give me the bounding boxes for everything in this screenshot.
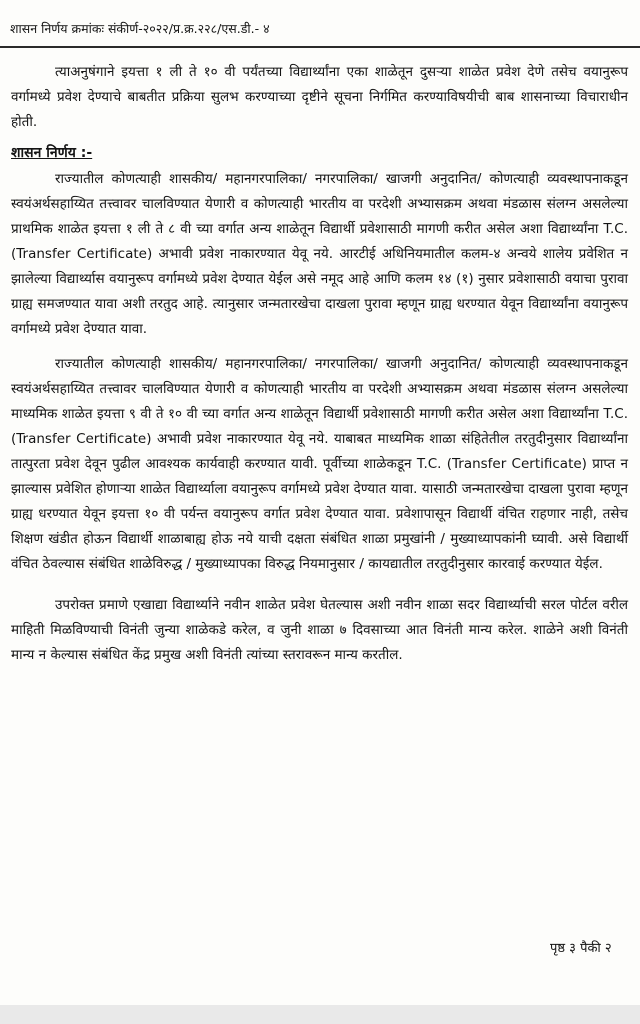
header-divider — [0, 46, 640, 48]
scan-bottom-edge — [0, 1005, 640, 1024]
intro-paragraph: त्याअनुषंगाने इयत्ता १ ली ते १० वी पर्यंतच्या विद्यार्थ्यांना एका शाळेतून दुसऱ्या शाळेत प्रवेश देणे तसेच वयानुरूप वर्गामध्ये प्रवेश देण्याचे बाबतीत प्रक्रिया सुलभ करण्याच्या दृष्टीने सूचना निर्गमित करण्याविषयीची बाब शासनाच्या विचाराधीन होती. — [11, 64, 628, 130]
section-heading: शासन निर्णय :- — [11, 145, 93, 161]
primary-school-paragraph: राज्यातील कोणत्याही शासकीय/ महानगरपालिका/ नगरपालिका/ खाजगी अनुदानित/ कोणत्याही व्यवस्थापनाकडून स्वयंअर्थसहाय्यित तत्त्वावर चालविण्यात येणारी व कोणत्याही भारतीय वा परदेशी अभ्यासक्रम अथवा मंडळास संलग्न असलेल्या प्राथमिक शाळेत इयत्ता १ ली ते ८ वी च्या वर्गात अन्य शाळेतून विद्यार्थी प्रवेशासाठी मागणी करीत असेल अशा विद्यार्थ्यांना T.C. (Transfer Certificate) अभावी प्रवेश नाकारण्यात येवू नये. आरटीई अधिनियमातील कलम-४ अन्वये शालेय प्रवेशित न झालेल्या विद्यार्थ्यास वयानुरूप वर्गामध्ये प्रवेश देण्यात येईल असे नमूद आहे आणि कलम १४ (१) नुसार प्रवेशासाठी वयाचा पुरावा ग्राह्य समजण्यात यावा अशी तरतुद आहे. त्यानुसार जन्मतारखेचा दाखला पुरावा म्हणून ग्राह्य धरण्यात येवून विद्यार्थ्यांना वयानुरूप वर्गामध्ये प्रवेश देण्यात यावा. — [11, 171, 628, 337]
page-number: पृष्ठ ३ पैकी २ — [550, 941, 612, 956]
gr-reference-header: शासन निर्णय क्रमांकः संकीर्ण-२०२२/प्र.क्र.२२८/एस.डी.- ४ — [10, 21, 270, 36]
closing-paragraph: उपरोक्त प्रमाणे एखाद्या विद्यार्थ्याने नवीन शाळेत प्रवेश घेतल्यास अशी नवीन शाळा सदर विद्यार्थ्याची सरल पोर्टल वरील माहिती मिळविण्याची विनंती जुन्या शाळेकडे करेल, व जुनी शाळा ७ दिवसाच्या आत विनंती मान्य करेल. शाळेने अशी विनंती मान्य न केल्यास संबंधित केंद्र प्रमुख अशी विनंती त्यांच्या स्तरावरून मान्य करतील. — [11, 597, 628, 663]
document-body — [11, 60, 628, 668]
secondary-school-paragraph: राज्यातील कोणत्याही शासकीय/ महानगरपालिका/ नगरपालिका/ खाजगी अनुदानित/ कोणत्याही व्यवस्थापनाकडून स्वयंअर्थसहाय्यित तत्त्वावर चालविण्यात येणारी व कोणत्याही भारतीय वा परदेशी अभ्यासक्रम अथवा मंडळास संलग्न असलेल्या माध्यमिक शाळेत इयत्ता ९ वी ते १० वी च्या वर्गात अन्य शाळेतून विद्यार्थी प्रवेशासाठी मागणी करीत असेल अशा विद्यार्थ्यांना T.C. (Transfer Certificate) अभावी प्रवेश नाकारण्यात येवू नये. याबाबत माध्यमिक शाळा संहितेतील तरतुदीनुसार विद्यार्थ्यांना तात्पुरता प्रवेश देवून पुढील आवश्यक कार्यवाही करण्यात यावी. पूर्वीच्या शाळेकडून T.C. (Transfer Certificate) प्राप्त न झाल्यास प्रवेशित होणाऱ्या शाळेत विद्यार्थ्याला वयानुरूप वर्गामध्ये प्रवेश देण्यात यावा. यासाठी जन्मतारखेचा दाखला पुरावा म्हणून ग्राह्य धरण्यात येवून इयत्ता १० वी पर्यन्त वयानुरूप वर्गात प्रवेश देण्यात यावा. प्रवेशापासून विद्यार्थी वंचित राहणार नाही, तसेच शिक्षण खंडीत होऊन विद्यार्थी शाळाबाह्य होऊ नये याची दक्षता संबंधित शाळा प्रमुखांनी / मुख्याध्यापकांनी घ्यावी. असे विद्यार्थी वंचित ठेवल्यास संबंधित शाळेविरुद्ध / मुख्याध्यापका विरुद्ध नियमानुसार / कायद्यातील तरतुदीनुसार कारवाई करण्यात येईल. — [11, 356, 628, 572]
